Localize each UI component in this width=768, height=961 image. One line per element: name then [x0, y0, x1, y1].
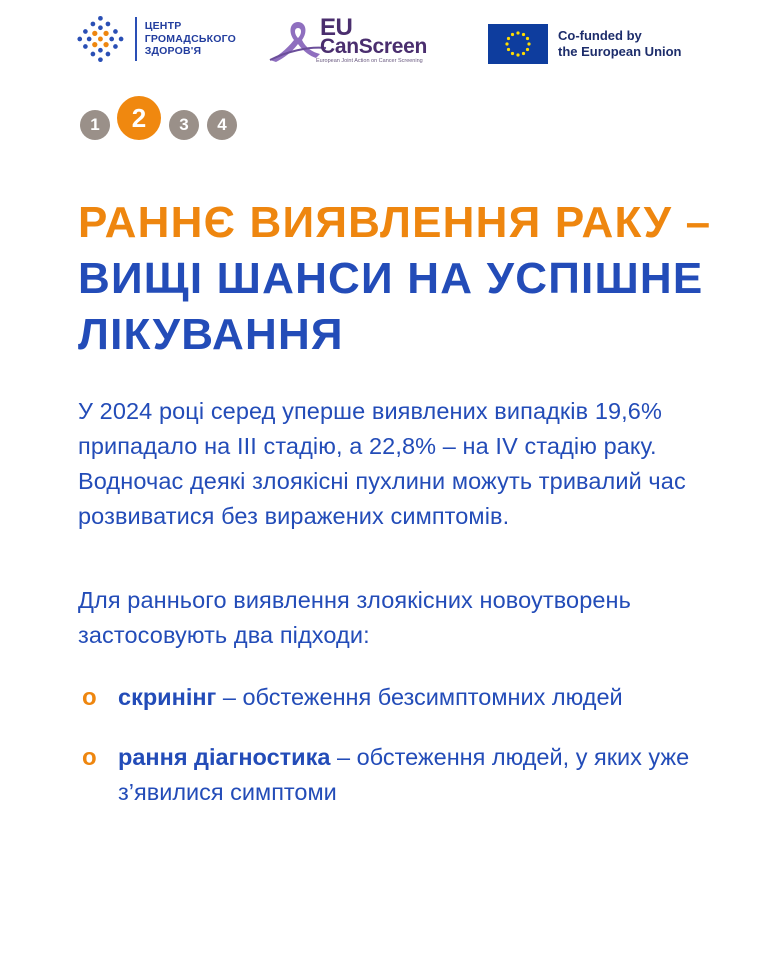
- bullet-marker: o: [82, 684, 97, 711]
- bullet-marker: o: [82, 744, 97, 771]
- bullet-term: скринінг: [118, 684, 217, 710]
- page-title: [78, 195, 718, 363]
- phc-logo: [76, 13, 236, 65]
- step-1: 1: [80, 110, 110, 140]
- eu-canscreen-logo: EU CanScreen European Joint Action on Cancer Screening: [268, 14, 458, 66]
- bullet-text: – обстеження безсимптомних людей: [216, 684, 623, 710]
- title-blue: ВИЩІ ШАНСИ НА УСПІШНЕ ЛІКУВАННЯ: [78, 254, 704, 359]
- title-orange: РАННЄ ВИЯВЛЕННЯ РАКУ –: [78, 198, 712, 247]
- step-3: 3: [169, 110, 199, 140]
- step-4: 4: [207, 110, 237, 140]
- phc-logo-text: ЦЕНТР ГРОМАДСЬКОГО ЗДОРОВ'Я: [144, 20, 236, 58]
- bullet-text: – обстеження людей, у яких уже з’явилися симптоми: [118, 744, 690, 805]
- paragraph-statistics: У 2024 році серед уперше виявлених випадків 19,6% припадало на III стадію, а 22,8% – на IV стадію раку. Водночас деякі злоякісні пухлини можуть тривалий час розвиватися без виражених симптомів.: [78, 398, 686, 529]
- bullet-term: рання діагностика: [118, 744, 331, 770]
- eu-cofunded-logo: [488, 22, 728, 66]
- list-item: [78, 680, 718, 715]
- approaches-list: [78, 680, 718, 835]
- eu-cofunded-text: Co-funded by the European Union: [558, 28, 682, 59]
- step-2-active: 2: [117, 96, 161, 140]
- list-item: [78, 740, 718, 810]
- header: [0, 0, 768, 80]
- phc-emblem-icon: [76, 13, 125, 65]
- paragraph-approaches: Для раннього виявлення злоякісних новоутворень застосовують два підходи:: [78, 587, 631, 648]
- phc-divider: [135, 17, 137, 61]
- eu-flag-icon: [488, 24, 548, 64]
